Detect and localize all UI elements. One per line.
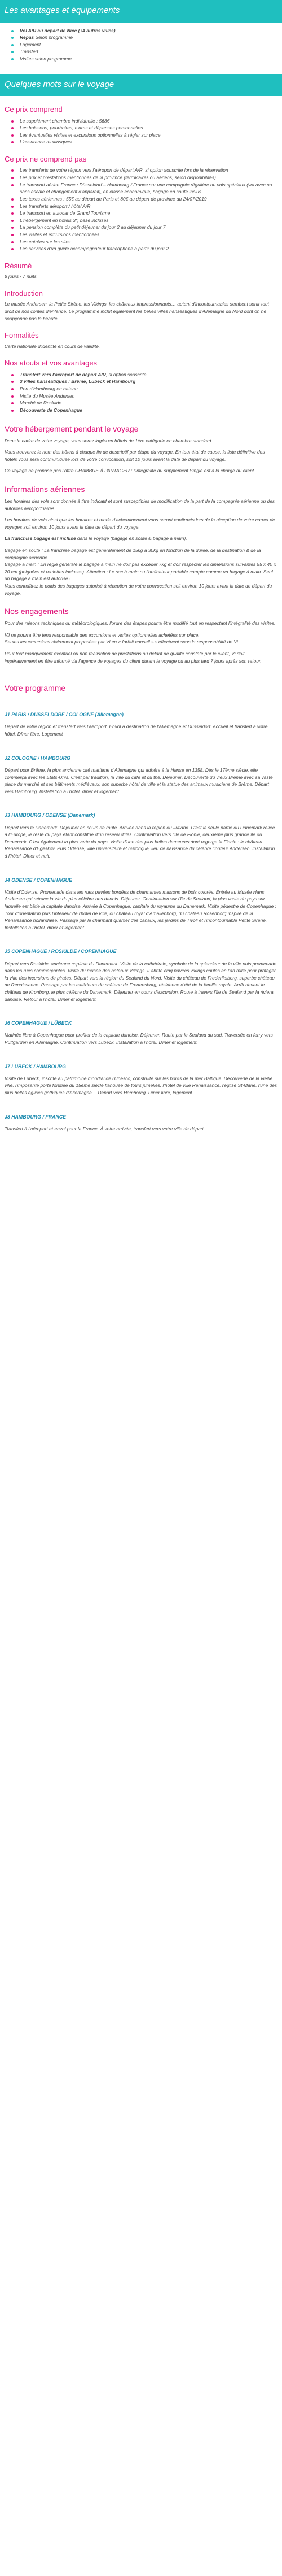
program-day-text: Départ de votre région et transfert vers l'aéroport. Envol à destination de l'Allemagne et Düsseldorf. Accueil et transfert à votre hôtel. Dîner libre. Logement — [5, 724, 268, 737]
intro-text: Le musée Andersen, la Petite Sirène, les Vikings, les châteaux impressionnants… autant d'incontournables sembent sortir tout droit de nos contes d'enfance. Le programme inclut également les belles villes hanséatiques d'Allemagne du Nord dont on ne soupçonne pas la beauté. — [5, 301, 269, 321]
note-item: Découverte de Copenhague — [5, 407, 277, 414]
advantage-item: Vol A/R au départ de Nice (+4 autres villes) — [5, 27, 277, 34]
program-day-title: J6 COPENHAGUE / LÜBECK — [5, 1020, 72, 1026]
note-item: Port d'Hambourg en bateau — [5, 385, 277, 393]
flights-p5: Bagage à main : En règle générale le bagage à main ne doit pas excéder 7kg et doit respecter les dimensions suivantes 55 x 40 x 20 cm (poignées et roulettes incluses). Attention : Le sac à main ou l'ordinateur portable compte comme un bagage à main. Seul un bagage à main est autorisé ! — [5, 562, 276, 582]
notes-heading: Nos atouts et vos avantages — [5, 359, 98, 368]
advantage-item: Visites selon programme — [5, 55, 277, 63]
includes-heading: Ce prix comprend — [5, 105, 63, 114]
hotel-p2: Vous trouverez le nom des hôtels à chaque fin de descriptif par étape du voyage. En tout état de cause, la liste définitive des hôtels vous sera communiquée lors de votre convocation, soit 10 jours avant la date de départ du voyage. — [5, 449, 265, 462]
program-day-text: Visite de Lübeck, inscrite au patrimoine mondial de l'Unesco, construite sur les bords de la mer Baltique. Découverte de la vieille ville, l'imposante porte fortifiée du 15ème siècle flanquée de tours jumelles, l'hôtel de ville Renaissance, l'église St-Marie, l'une des plus belles églises gothiques d'Allemagne… Départ vers Hambourg. Dîner libre, logement. — [5, 1075, 277, 1096]
excludes-item: Les visites et excursions mentionnées — [5, 231, 277, 238]
hotel-p1: Dans le cadre de votre voyage, vous serez logés en hôtels de 1ère catégorie en chambre standard. — [5, 437, 213, 443]
program-day-title: J5 COPENHAGUE / ROSKILDE / COPENHAGUE — [5, 948, 117, 955]
program-day-title: J2 COLOGNE / HAMBOURG — [5, 755, 70, 761]
flights-p6: Vous connaîtrez le poids des bagages autorisé à réception de votre convocation soit environ 10 jours avant la date de départ du voyage. — [5, 583, 272, 596]
includes-item: Les éventuelles visites et excursions optionnelles à régler sur place — [5, 132, 277, 139]
formalities-text: Carte nationale d'identité en cours de validité. — [5, 343, 100, 349]
commit-p2: Vil ne pourra être tenu responsable des excursions et visites optionnelles achetées sur place. — [5, 632, 200, 638]
voyage-section — [0, 104, 282, 1132]
baggage-included-rest: dans le voyage (bagage en soute & bagage à main). — [76, 536, 187, 542]
excludes-item: Le transport aérien France / Düsseldorf – Hambourg / France sur une compagnie régulière ou vols spéciaux (vol avec ou sans escale et changement d'appareil), en classe économique, bagage en soute inclus — [5, 181, 277, 195]
program-day-text: Transfert à l'aéroport et envol pour la France. À votre arrivée, transfert vers votre ville de départ. — [5, 1125, 205, 1132]
flights-p1: Les horaires des vols sont donnés à titre indicatif et sont susceptibles de modification de la part de la compagnie aérienne ou des autorités aéroportuaires. — [5, 498, 275, 511]
program-day — [5, 812, 277, 859]
program-day — [5, 1020, 277, 1046]
includes-list — [5, 118, 277, 146]
program-day-text: Départ pour Brême, la plus ancienne cité maritime d'Allemagne qui adhéra à la Hanse en 1358. Dès le 17ème siècle, elle commerça avec les Etats-Unis. C'est par tradition, la ville du café et du thé. Déjeuner. Découverte du vieux Brême avec sa vaste place du marché et ses bâtiments médiévaux, son superbe hôtel de ville et la statue des animaux musiciens de Brême. Départ vers Hambourg. Installation à l'hôtel, dîner et logement. — [5, 767, 273, 794]
program-day-title: J7 LÜBECK / HAMBOURG — [5, 1063, 66, 1069]
program-day — [5, 877, 277, 932]
excludes-item: L'hébergement en hôtels 3*, base incluses — [5, 217, 277, 224]
program-day-text: Départ vers le Danemark. Déjeuner en cours de route. Arrivée dans la région du Jutland. C'est la seule partie du Danemark reliée à l'Europe, le reste du pays étant constitué d'un réseau d'îles. Continuation vers l'île de Fionie, deuxième plus grande île du Danemark. C'est également la plus verte du pays. Visite d'une des plus belles demeures dont regorge la Fionie : le château Renaissance d'Egeskov. Puis Odense, ville universitaire et historique, lieu de naissance du célèbre conteur Andersen. Installation à l'hôtel. Dîner et nuit. — [5, 824, 275, 859]
note-item: Marché de Roskilde — [5, 399, 277, 407]
advantages-list — [5, 27, 277, 63]
program-day-title: J4 ODENSE / COPENHAGUE — [5, 877, 72, 883]
advantage-item: Repas Selon programme — [5, 34, 277, 41]
note-item: 3 villes hanséatiques : Brême, Lübeck et Hambourg — [5, 378, 277, 385]
commit-p4: Pour tout manquement éventuel ou non réalisation de prestations ou défaut de qualité constaté par le client, Vi doit impérativement en être informé via l'agence de voyages du client durant le voyage ou au plus tard 7 jours après son retour. — [5, 651, 262, 664]
hotel-heading: Votre hébergement pendant le voyage — [5, 424, 139, 433]
program-day — [5, 755, 277, 795]
includes-item: Les boissons, pourboires, extras et dépenses personnelles — [5, 124, 277, 132]
program-day-title: J1 PARIS / DÜSSELDORF / COLOGNE (Allemagne) — [5, 712, 124, 718]
voyage-band: Quelques mots sur le voyage — [0, 74, 282, 97]
excludes-item: Les entrées sur les sites — [5, 238, 277, 246]
program-day-title: J3 HAMBOURG / ODENSE (Danemark) — [5, 812, 95, 819]
excludes-item: Les prix et prestations mentionnés de la province (ferroviaires ou aériens, selon disponibilités) — [5, 174, 277, 181]
excludes-item: Les transferts de votre région vers l'aéroport de départ A/R, si option souscrite lors de la réservation — [5, 167, 277, 174]
note-item: Transfert vers l'aéroport de départ A/R, si option souscrite — [5, 371, 277, 378]
includes-item: L'assurance multirisques — [5, 138, 277, 146]
commit-p3: Seules les excursions clairement proposées par Vi en « forfait conseil » s'effectuent sous la responsabilité de Vi. — [5, 639, 240, 645]
advantage-item: Logement — [5, 41, 277, 49]
program-days — [5, 711, 277, 1132]
flights-p4: Bagage en soute : La franchise bagage est généralement de 15kg à 30kg en fonction de la durée, de la destination & de la compagnie aérienne. — [5, 547, 261, 560]
flights-heading: Informations aériennes — [5, 484, 85, 494]
program-day — [5, 948, 277, 1003]
program-day — [5, 1113, 277, 1133]
program-heading: Votre programme — [5, 684, 66, 693]
notes-list — [5, 371, 277, 414]
note-item: Visite du Musée Andersen — [5, 393, 277, 400]
includes-item: Le supplément chambre individuelle : 568€ — [5, 118, 277, 125]
excludes-item: Les transferts aéroport / hôtel A/R — [5, 203, 277, 210]
hotel-p3: Ce voyage ne propose pas l'offre CHAMBRE À PARTAGER : l'intégralité du supplément Single est à la charge du client. — [5, 468, 255, 474]
commit-p1: Pour des raisons techniques ou météorologiques, l'ordre des étapes pourra être modifié tout en respectant l'intégralité des visites. — [5, 620, 276, 626]
advantages-section — [0, 27, 282, 63]
excludes-item: Les services d'un guide accompagnateur francophone à partir du jour 2 — [5, 245, 277, 253]
program-day — [5, 711, 277, 737]
program-day — [5, 1063, 277, 1096]
baggage-included-label: La franchise bagage est incluse — [5, 536, 76, 542]
advantages-band: Les avantages et équipements — [0, 0, 282, 23]
program-day-title: J8 HAMBOURG / FRANCE — [5, 1113, 66, 1120]
excludes-item: La pension complète du petit déjeuner du jour 2 au déjeuner du jour 7 — [5, 224, 277, 231]
resume-text: 8 jours / 7 nuits — [5, 273, 37, 280]
resume-heading: Résumé — [5, 261, 32, 270]
formalities-heading: Formalités — [5, 331, 39, 340]
program-day-text: Départ vers Roskilde, ancienne capitale du Danemark. Visite de la cathédrale, symbole de la splendeur de la ville puis promenade dans les rues commerçantes. Visite du musée des bateaux Vikings. Il abrite cinq navires vikings coulés en l'an mille pour protéger la ville des incursions de pirates. Départ vers la région du Sealand du Nord. Visite du château de Frederiksborg, superbe château de Renaissance. Passage par les extérieurs du château de Fredensborg, résidence d'été de la famille royale. Arrêt devant le château de Kronborg, le plus célèbre du Danemark. Déjeuner en cours d'excursion. Route à travers l'île de Sealand par la riviera danoise. Retour à l'hôtel. Dîner et logement. — [5, 960, 277, 1002]
excludes-heading: Ce prix ne comprend pas — [5, 154, 87, 163]
program-day-text: Visite d'Odense. Promenade dans les rues pavées bordées de charmantes maisons de bois colorés. Entrée au Musée Hans Andersen qui retrace la vie du plus célèbre des danois. Déjeuner. Continuation sur l'île de Sealand, la plus vaste du pays sur laquelle est bâtie la capitale danoise. Arrivée à Copenhague, capitale du royaume du Danemark. Visite pédestre de Copenhague : Tour d'orientation puis l'intérieur de l'hôtel de ville, du château royal d'Amalienborg, du château Rosenborg inspiré de la Renaissance hollandaise. Passage par le charmant quartier des canaux, les jardins de Tivoli et l'incontournable Petite Sirène. Installation à l'hôtel, dîner et logement. — [5, 889, 276, 930]
intro-heading: Introduction — [5, 289, 43, 298]
advantage-item: Transfert — [5, 48, 277, 55]
commit-heading: Nos engagements — [5, 607, 69, 616]
excludes-item: Les taxes aériennes : 55€ au départ de Paris et 80€ au départ de province au 24/07/2019 — [5, 195, 277, 203]
flights-p2: Les horaires de vols ainsi que les horaires et mode d'acheminement vous seront confirmés lors de la réception de votre carnet de voyages soit environ 10 jours avant la date de départ du voyage. — [5, 517, 275, 530]
excludes-list — [5, 167, 277, 252]
program-day-text: Matinée libre à Copenhague pour profiter de la capitale danoise. Déjeuner. Route par le Sealand du sud. Traversée en ferry vers Puttgarden en Allemagne. Continuation vers Lübeck. Installation à l'hôtel. Dîner et logement. — [5, 1032, 273, 1046]
excludes-item: Le transport en autocar de Grand Tourisme — [5, 210, 277, 217]
flights-p3 — [5, 535, 277, 542]
